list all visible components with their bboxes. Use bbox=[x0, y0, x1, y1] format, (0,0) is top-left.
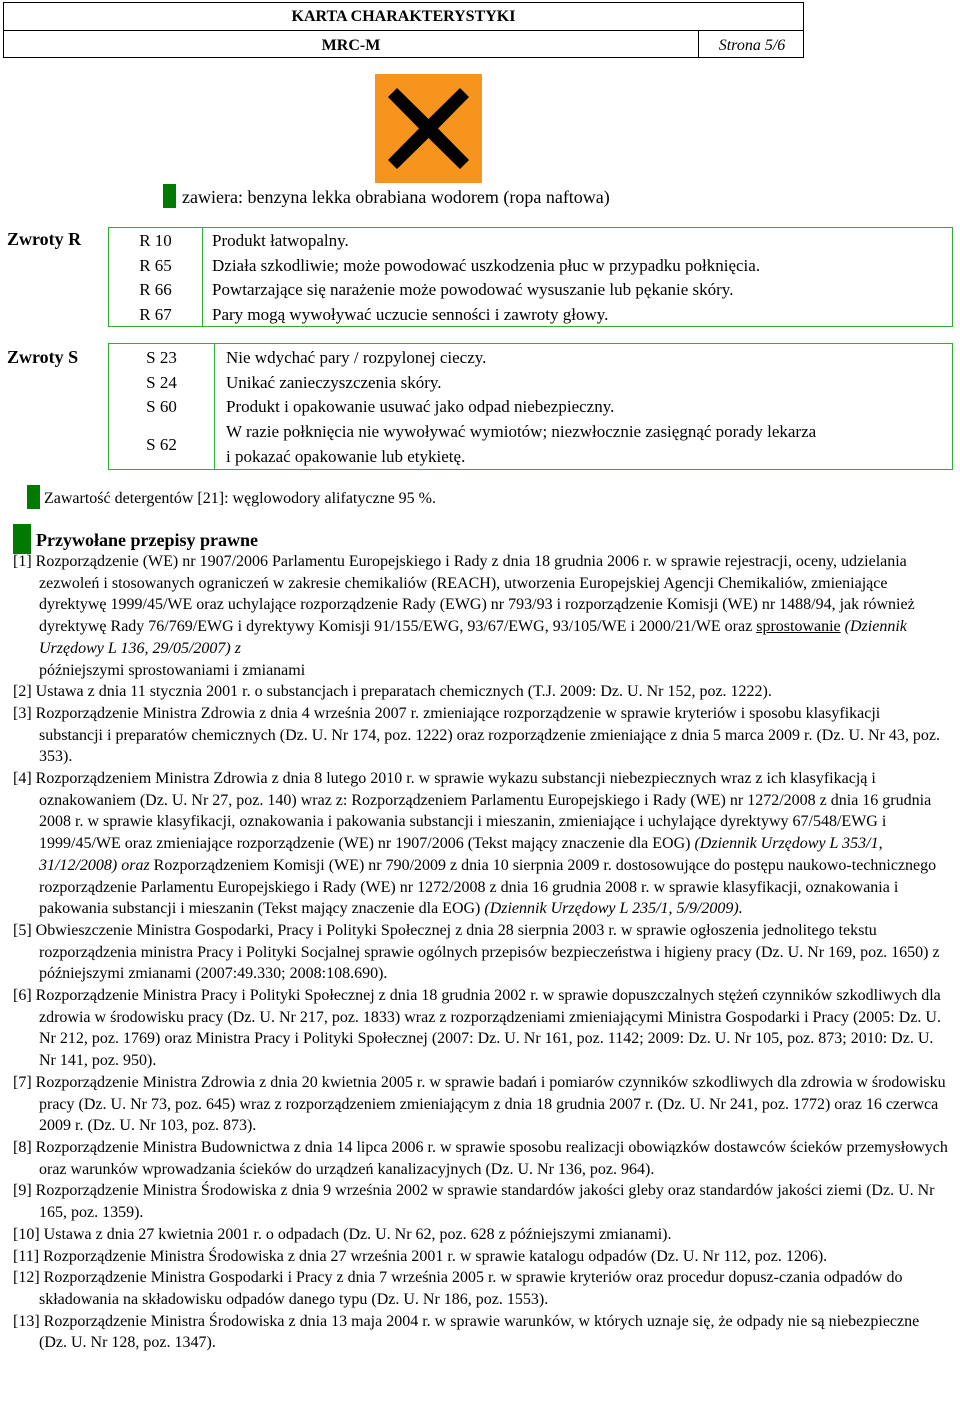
xn-harmful-cross-icon bbox=[375, 74, 482, 183]
r-text: Działa szkodliwie; może powodować uszkodzenia płuc w przypadku połknięcia. bbox=[212, 255, 761, 275]
contains-line bbox=[163, 184, 610, 210]
header-row bbox=[4, 31, 803, 58]
green-marker-icon bbox=[27, 485, 40, 509]
r-texts bbox=[212, 229, 947, 328]
reference-link: sprostowanie bbox=[756, 618, 841, 636]
reference-item: [7] Rozporządzenie Ministra Zdrowia z dnia 20 kwietnia 2005 r. w sprawie badań i pomiarów czynników szkodliwych dla zdrowia w środowisku pracy (Dz. U. Nr 73, poz. 645) wraz z rozporządzeniem zmieniającym z dnia 18 grudnia 2007 r. (Dz. U. Nr 241, poz. 1772) oraz 16 czerwca 2009 r. (Dz. U. Nr 103, poz. 873). bbox=[13, 1073, 946, 1135]
reference-item: [5] Obwieszczenie Ministra Gospodarki, Pracy i Polityki Społecznej z dnia 28 sierpnia 2003 r. w sprawie ogłoszenia jednolitego tekstu rozporządzenia ministra Pracy i Polityki Socjalnej sprawie ogólnych przepisów bezpieczeństwa i higieny pracy (Dz. U. Nr 169, poz. 1650) z późniejszymi zmianami (2007:49.330; 2008:108.690). bbox=[13, 921, 940, 983]
contains-text: zawiera: benzyna lekka obrabiana wodorem (ropa naftowa) bbox=[182, 187, 610, 207]
s-text: W razie połknięcia nie wywoływać wymiotów; niezwłocznie zasięgnąć porady lekarza bbox=[226, 422, 817, 442]
s-code: S 60 bbox=[146, 397, 177, 417]
r-phrases-box bbox=[108, 227, 953, 327]
r-code: R 67 bbox=[139, 305, 172, 325]
reference-source: (Dziennik Urzędowy L 353/1, 31/12/2008) oraz bbox=[39, 835, 883, 874]
reference-item: [6] Rozporządzenie Ministra Pracy i Polityki Społecznej z dnia 18 grudnia 2002 r. w sprawie dopuszczalnych stężeń czynników szkodliwych dla zdrowia w środowisku pracy (Dz. U. Nr 217, poz. 1833) wraz z rozporządzeniami zmieniającymi Ministra Gospodarki i Pracy (2005: Dz. U. Nr 212, poz. 1769) oraz Ministra Pracy i Polityki Społecznej (2007: Dz. U. Nr 161, poz. 1142; 2009: Dz. U. Nr 105, poz. 873; 2010: Dz. U. Nr 141, poz. 950). bbox=[13, 987, 941, 1070]
reference-item: [10] Ustawa z dnia 27 kwietnia 2001 r. o odpadach (Dz. U. Nr 62, poz. 628 z późniejszymi zmianami). bbox=[13, 1225, 672, 1243]
reference-source: (Dziennik Urzędowy L 136, 29/05/2007) z bbox=[39, 618, 907, 657]
detergent-text: Zawartość detergentów [21]: węglowodory alifatyczne 95 %. bbox=[44, 490, 437, 507]
s-text: Produkt i opakowanie usuwać jako odpad niebezpieczny. bbox=[226, 397, 615, 417]
s-phrases-divider bbox=[214, 344, 215, 469]
laws-title: Przywołane przepisy prawne bbox=[36, 530, 258, 550]
product-code: MRC-M bbox=[4, 31, 699, 58]
r-phrases-label: Zwroty R bbox=[7, 229, 82, 249]
reference-item: [3] Rozporządzenie Ministra Zdrowia z dnia 4 września 2007 r. zmieniające rozporządzenie w sprawie kryteriów i sposobu klasyfikacji substancji i preparatów chemicznych (Dz. U. Nr 174, poz. 1222) oraz rozporządzenie zmieniające z dnia 5 marca 2009 r. (Dz. U. Nr 43, poz. 353). bbox=[13, 704, 940, 766]
reference-item bbox=[13, 551, 948, 681]
reference-item: [13] Rozporządzenie Ministra Środowiska z dnia 13 maja 2004 r. w sprawie warunków, w których uznaje się, że odpady nie są niebezpieczne (Dz. U. Nr 128, poz. 1347). bbox=[13, 1312, 920, 1352]
r-text: Powtarzające się narażenie może powodować wysuszanie lub pękanie skóry. bbox=[212, 280, 734, 300]
document-title: KARTA CHARAKTERYSTYKI bbox=[4, 3, 803, 31]
reference-item: [9] Rozporządzenie Ministra Środowiska z dnia 9 września 2002 w sprawie standardów jakości gleby oraz standardów jakości ziemi (Dz. U. Nr 165, poz. 1359). bbox=[13, 1182, 935, 1222]
reference-text: Rozporządzeniem Komisji (WE) nr 790/2009 z dnia 10 sierpnia 2009 r. dostosowujące do postępu naukowo-technicznego rozporządzenie Parlamentu Europejskiego i Rady (WE) nr 1272/2008 z dnia 16 grudnia 2008 r. w sprawie klasyfikacji, oznakowania i pakowania substancji i mieszanin (Tekst mający znaczenie dla EOG) bbox=[39, 856, 937, 918]
r-codes bbox=[109, 229, 202, 328]
s-code: S 62 bbox=[146, 435, 177, 455]
document-header bbox=[3, 2, 804, 58]
s-text: Nie wdychać pary / rozpylonej cieczy. bbox=[226, 348, 487, 367]
reference-source: (Dziennik Urzędowy L 235/1, 5/9/2009). bbox=[484, 900, 743, 918]
s-code: S 24 bbox=[146, 372, 177, 392]
s-code: S 23 bbox=[146, 348, 177, 367]
reference-item: [12] Rozporządzenie Ministra Gospodarki i Pracy z dnia 7 września 2005 r. w sprawie kryteriów oraz procedur dopusz-czania odpadów do składowania na składowisku odpadów danego typu (Dz. U. Nr 186, poz. 1553). bbox=[13, 1269, 903, 1308]
r-code: R 66 bbox=[139, 280, 172, 300]
r-text: Produkt łatwopalny. bbox=[212, 231, 349, 250]
reference-text: późniejszymi sprostowaniami i zmianami bbox=[39, 661, 306, 679]
s-text: Unikać zanieczyszczenia skóry. bbox=[226, 372, 442, 392]
r-text: Pary mogą wywoływać uczucie senności i zawroty głowy. bbox=[212, 305, 609, 325]
s-phrases-label: Zwroty S bbox=[7, 347, 79, 367]
s-texts bbox=[226, 346, 951, 470]
reference-item: [8] Rozporządzenie Ministra Budownictwa z dnia 14 lipca 2006 r. w sprawie sposobu realizacji obowiązków dostawców ścieków przemysłowych oraz warunków wprowadzania ścieków do urządzeń kanalizacyjnych (Dz. U. Nr 136, poz. 964). bbox=[13, 1138, 948, 1178]
r-code: R 65 bbox=[139, 255, 172, 275]
detergent-line bbox=[27, 485, 436, 511]
green-marker-icon bbox=[163, 184, 176, 208]
reference-item: [11] Rozporządzenie Ministra Środowiska z dnia 27 września 2001 r. w sprawie katalogu odpadów (Dz. U. Nr 112, poz. 1206). bbox=[13, 1247, 828, 1265]
reference-item: [2] Ustawa z dnia 11 stycznia 2001 r. o substancjach i preparatach chemicznych (T.J. 2009: Dz. U. Nr 152, poz. 1222). bbox=[13, 683, 772, 701]
reference-text: [4] Rozporządzeniem Ministra Zdrowia z dnia 8 lutego 2010 r. w sprawie wykazu substancji niebezpiecznych wraz z ich klasyfikacją i oznakowaniem (Dz. U. Nr 27, poz. 140) wraz z: Rozporządzeniem Parlamentu Europejskiego i Rady (WE) nr 1272/2008 z dnia 16 grudnia 2008 r. w sprawie klasyfikacji, oznakowania i pakowania substancji i mieszanin, zmieniające i uchylające dyrektywy 67/548/EWG i 1999/45/WE oraz zmieniające rozporządzenie (WE) nr 1907/2006 (Tekst mający znaczenie dla EOG) bbox=[13, 770, 932, 853]
law-references bbox=[13, 551, 948, 1354]
reference-text: [1] Rozporządzenie (WE) nr 1907/2006 Parlamentu Europejskiego i Rady z dnia 18 grudnia 2006 r. w sprawie rejestracji, oceny, udzielania zezwoleń i stosowanych ograniczeń w zakresie chemikaliów (REACH), utworzenia Europejskiej Agencji Chemikaliów, zmieniające dyrektywę 1999/45/WE oraz uchylające rozporządzenie Rady (EWG) nr 793/93 i rozporządzenie Komisji (WE) nr 1488/94, jak również dyrektywę Rady 76/769/EWG i dyrektywy Komisji 91/155/EWG, 93/67/EWG, 93/105/WE i 2000/21/WE oraz bbox=[13, 553, 915, 636]
r-code: R 10 bbox=[139, 231, 172, 250]
s-text: i pokazać opakowanie lub etykietę. bbox=[226, 446, 466, 466]
page-number: Strona 5/6 bbox=[718, 37, 786, 54]
s-phrases-box bbox=[108, 343, 953, 470]
r-phrases-divider bbox=[202, 228, 203, 326]
s-codes bbox=[109, 346, 214, 469]
green-marker-icon bbox=[13, 524, 31, 554]
reference-item bbox=[13, 768, 948, 920]
